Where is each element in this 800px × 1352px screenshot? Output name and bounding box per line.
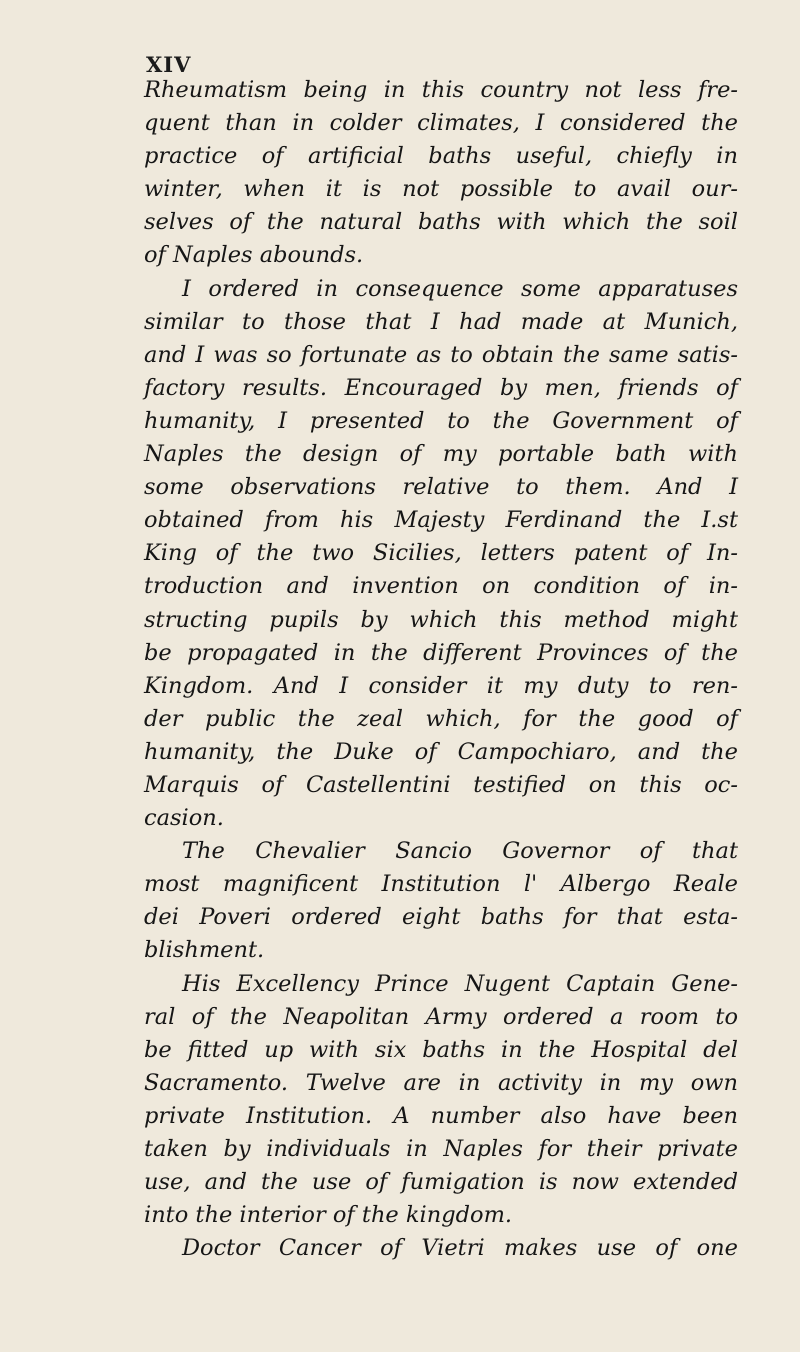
text-line: taken by individuals in Naples for their private	[144, 1136, 738, 1162]
text-line: blishment.	[144, 937, 265, 964]
text-line: be fitted up with six baths in the Hospital del	[144, 1036, 738, 1063]
text-line: quent than in colder climates, I considered the	[144, 110, 738, 137]
text-line: practice of artificial baths useful, chiefly in	[144, 143, 738, 170]
text-line: troduction and invention on condition of in-	[144, 573, 738, 600]
text-line: into the interior of the kingdom.	[144, 1202, 513, 1229]
text-line: King of the two Sicilies, letters patent of In-	[144, 540, 738, 567]
text-line: Naples the design of my portable bath with	[144, 441, 738, 468]
text-line: Doctor Cancer of Vietri makes use of one	[182, 1235, 738, 1262]
page-number: XIV	[146, 52, 192, 77]
text-line: most magnificent Institution l' Albergo Reale	[144, 871, 738, 898]
body-text	[144, 74, 738, 1265]
text-line: casion.	[144, 805, 224, 832]
text-line: der public the zeal which, for the good of	[144, 705, 738, 732]
text-line: humanity, I presented to the Government of	[144, 407, 738, 434]
text-line: His Excellency Prince Nugent Captain Gene-	[182, 970, 738, 997]
text-line: dei Poveri ordered eight baths for that esta-	[144, 904, 738, 931]
text-line: be propagated in the different Provinces of the	[144, 639, 738, 666]
text-line: The Chevalier Sancio Governor of that	[182, 838, 738, 865]
text-line: ral of the Neapolitan Army ordered a room to	[144, 1003, 738, 1030]
text-line: winter, when it is not possible to avail our-	[144, 176, 738, 203]
text-line: I ordered in consequence some apparatuses	[182, 275, 738, 302]
text-line: of Naples abounds.	[144, 242, 364, 269]
text-line: private Institution. A number also have been	[144, 1102, 738, 1129]
text-line: Kingdom. And I consider it my duty to ren-	[144, 672, 738, 699]
text-line: use, and the use of fumigation is now extended	[144, 1169, 738, 1196]
text-line: factory results. Encouraged by men, friends of	[144, 374, 738, 401]
text-line: Rheumatism being in this country not less fre-	[144, 77, 738, 103]
text-line: some observations relative to them. And I	[144, 474, 738, 501]
text-line: and I was so fortunate as to obtain the same satis-	[144, 341, 738, 368]
text-line: selves of the natural baths with which the soil	[144, 209, 738, 236]
text-line: Marquis of Castellentini testified on this oc-	[144, 771, 738, 798]
text-line: humanity, the Duke of Campochiaro, and the	[144, 738, 738, 765]
text-line: obtained from his Majesty Ferdinand the I.st	[144, 507, 738, 534]
text-line: similar to those that I had made at Munich,	[144, 308, 738, 335]
text-line: Sacramento. Twelve are in activity in my own	[144, 1069, 738, 1096]
text-line: structing pupils by which this method might	[144, 606, 738, 633]
